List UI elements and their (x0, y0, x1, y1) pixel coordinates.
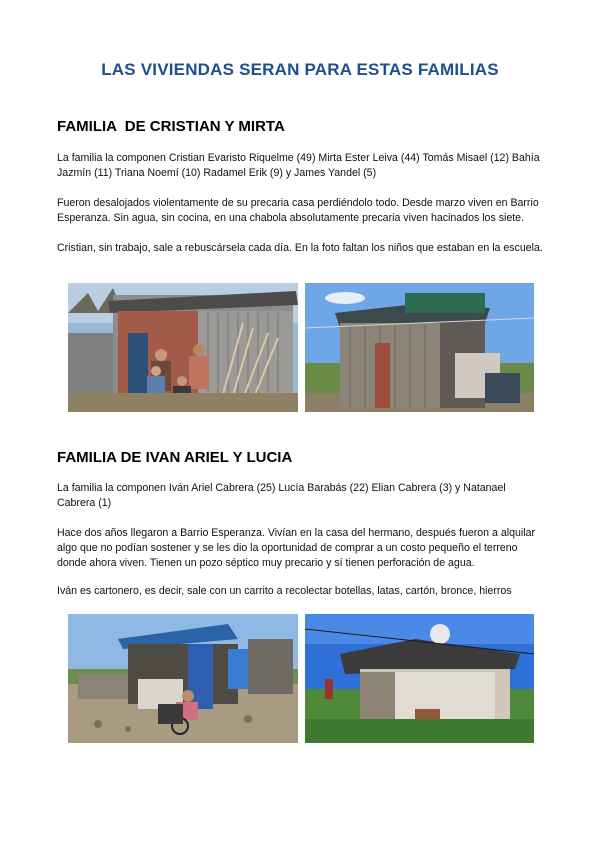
family-1-story: Fueron desalojados violentamente de su precaria casa perdiéndolo todo. Desde marzo viven en Barrio Esperanza. Sin agua, sin cocina, en una chabola absolutamente precaria viven hacinados los siete. (57, 197, 539, 224)
photo-family-1-group (68, 283, 298, 412)
section-title-family-1: FAMILIA DE CRISTIAN Y MIRTA (57, 118, 285, 135)
family-2-work: Iván es cartonero, es decir, sale con un carrito a recolectar botellas, latas, cartón, bronce, hierros (57, 585, 512, 597)
photo-family-1-house (305, 283, 534, 412)
family-2-members: La familia la componen Iván Ariel Cabrera (25) Lucía Barabás (22) Elian Cabrera (3) y Natanael Cabrera (1) (57, 482, 506, 509)
section-title-family-2: FAMILIA DE IVAN ARIEL Y LUCIA (57, 449, 293, 466)
page-title: LAS VIVIENDAS SERAN PARA ESTAS FAMILIAS (101, 60, 499, 79)
family-2-story: Hace dos años llegaron a Barrio Esperanza. Vivían en la casa del hermano, después fueron a alquilar algo que no podían sostener y se les dio la oportunidad de comprar a un costo pequeño el terreno donde ahora viven. Tienen un pozo séptico muy precario y sí tienen perforación de agua. (57, 527, 535, 569)
photo-family-2-yard (68, 614, 298, 743)
photo-family-2-house (305, 614, 534, 743)
family-1-story-continued: Cristian, sin trabajo, sale a rebuscársela cada día. En la foto faltan los niños que estaban en la escuela. (57, 242, 543, 254)
family-1-members: La familia la componen Cristian Evaristo Riquelme (49) Mirta Ester Leiva (44) Tomás Misael (12) Bahía Jazmín (11) Triana Noemí (10) Radamel Erik (9) y James Yandel (5) (57, 152, 540, 179)
